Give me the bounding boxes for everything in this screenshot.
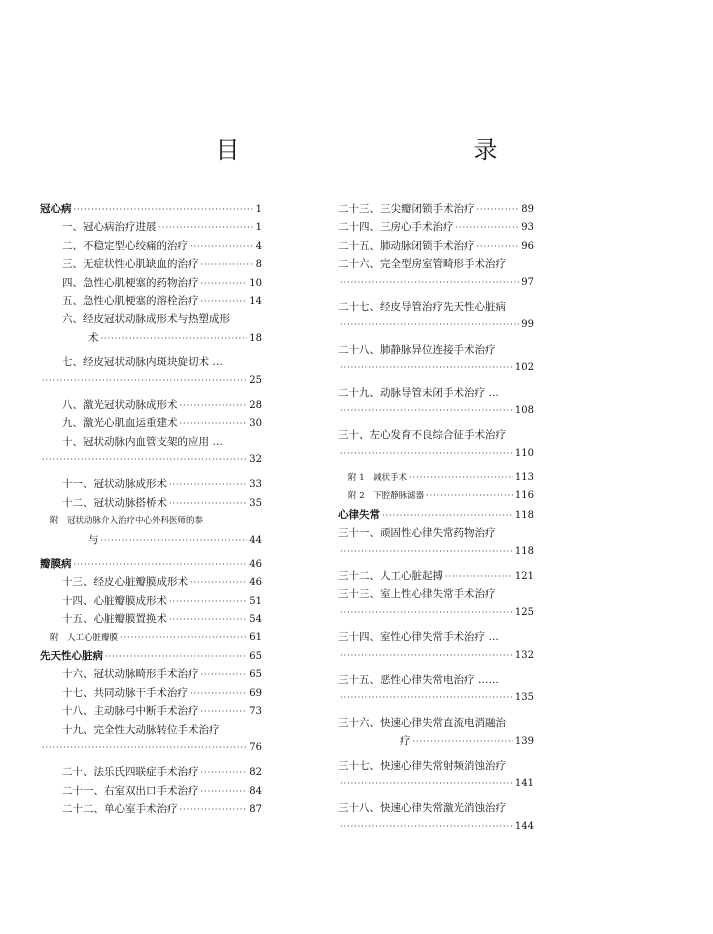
dot-leader [169, 476, 247, 494]
toc-entry-label: 四、急性心肌梗塞的药物治疗 [62, 276, 199, 289]
toc-entry[interactable] [40, 512, 262, 530]
toc-entry-label: 七、经皮冠状动脉内斑块旋切术 … [62, 356, 223, 369]
toc-entry[interactable] [338, 567, 534, 585]
toc-page-number: 65 [249, 669, 262, 681]
toc-page-number: 93 [521, 222, 534, 234]
toc-entry[interactable] [40, 237, 262, 255]
toc-left-column [40, 200, 262, 819]
toc-entry-label: 二十一、右室双出口手术治疗 [62, 784, 199, 797]
toc-section-label: 瓣膜病 [40, 558, 72, 571]
toc-page-number: 144 [514, 820, 534, 832]
toc-entry[interactable] [40, 531, 262, 549]
toc-entry[interactable] [40, 200, 262, 218]
toc-entry[interactable] [40, 451, 262, 469]
toc-entry-label: 十九、完全性大动脉转位手术治疗 [62, 723, 220, 736]
toc-page-number: 46 [249, 577, 262, 589]
toc-page-number: 54 [249, 614, 262, 626]
toc-page-number: 33 [249, 479, 262, 491]
toc-entry[interactable] [338, 671, 534, 689]
toc-entry[interactable] [40, 555, 262, 573]
dot-leader [101, 330, 248, 348]
toc-page-number: 32 [249, 454, 262, 466]
toc-entry[interactable] [40, 475, 262, 493]
dot-leader [426, 487, 513, 505]
toc-entry-label: 二十三、三尖瓣闭锁手术治疗 [338, 203, 475, 215]
toc-page-number: 44 [249, 534, 262, 546]
toc-entry-label: 二、不稳定型心绞痛的治疗 [62, 239, 188, 252]
toc-entry-label: 二十七、经皮导管治疗先天性心脏病 [338, 300, 506, 313]
toc-entry-label: 三十三、室上性心律失常手术治疗 [338, 588, 496, 601]
toc-entry[interactable] [40, 372, 262, 390]
dot-leader [201, 275, 248, 293]
toc-page-number: 125 [514, 606, 534, 618]
toc-section-label: 冠心病 [40, 203, 72, 215]
toc-entry[interactable] [338, 524, 534, 542]
toc-entry[interactable] [40, 800, 262, 818]
toc-page-number: 110 [514, 447, 534, 459]
toc-page-number: 97 [521, 276, 534, 288]
dot-leader [101, 532, 248, 550]
dot-leader [340, 274, 519, 292]
toc-page-number: 121 [514, 571, 534, 583]
toc-entry[interactable] [338, 200, 534, 218]
toc-page-number: 4 [255, 240, 262, 252]
dot-leader [201, 764, 248, 782]
dot-leader [159, 219, 254, 237]
dot-leader [201, 666, 248, 684]
toc-entry[interactable] [40, 433, 262, 451]
dot-leader [105, 648, 247, 666]
toc-entry-label: 二十四、三房心手术治疗 [338, 221, 454, 234]
toc-entry[interactable] [40, 782, 262, 800]
dot-leader [180, 801, 248, 819]
dot-leader [340, 818, 513, 836]
dot-leader [74, 201, 254, 219]
dot-leader [409, 469, 513, 487]
toc-entry[interactable] [40, 414, 262, 432]
toc-entry[interactable] [40, 647, 262, 665]
toc-entry-label: 一、冠心病治疗进展 [62, 221, 157, 234]
toc-page-number: 25 [249, 374, 262, 386]
toc-entry[interactable] [338, 384, 534, 402]
toc-entry[interactable] [40, 353, 262, 371]
toc-page-number: 51 [249, 595, 262, 607]
toc-entry[interactable] [338, 359, 534, 377]
toc-entry-label: 十一、冠状动脉成形术 [62, 478, 167, 491]
toc-entry-label: 附 人工心脏瓣膜 [50, 632, 119, 643]
dot-leader [340, 402, 513, 420]
toc-entry[interactable] [338, 426, 534, 444]
toc-entry-label: 二十八、肺静脉异位连接手术治疗 [338, 343, 496, 356]
toc-page-number: 28 [249, 399, 262, 411]
dot-leader [382, 507, 513, 525]
toc-page-number: 99 [521, 319, 534, 331]
toc-page-number: 141 [514, 777, 534, 789]
dot-leader [340, 359, 513, 377]
toc-page-number: 102 [514, 362, 534, 374]
toc-entry-label: 与 [88, 533, 99, 546]
dot-leader [340, 689, 513, 707]
toc-entry[interactable] [338, 647, 534, 665]
toc-entry[interactable] [338, 341, 534, 359]
dot-leader [456, 219, 520, 237]
toc-entry[interactable] [338, 316, 534, 334]
toc-page-number: 65 [249, 650, 262, 662]
toc-page-number: 1 [255, 222, 262, 234]
toc-entry-label: 六、经皮冠状动脉成形术与热塑成形 [62, 313, 230, 326]
toc-entry[interactable] [40, 684, 262, 702]
toc-entry[interactable] [338, 402, 534, 420]
toc-page-number: 87 [249, 804, 262, 816]
toc-entry[interactable] [40, 610, 262, 628]
dot-leader [42, 372, 247, 390]
toc-entry[interactable] [338, 487, 534, 505]
toc-entry[interactable] [40, 329, 262, 347]
page-title: 目 录 [215, 136, 560, 164]
toc-entry[interactable] [338, 298, 534, 316]
dot-leader [74, 556, 248, 574]
toc-entry-label: 十、冠状动脉内血管支架的应用 … [62, 435, 223, 448]
toc-entry-label: 二十九、动脉导管未闭手术治疗 … [338, 386, 499, 399]
toc-entry-label: 术 [88, 331, 99, 344]
toc-page-number: 82 [249, 767, 262, 779]
toc-entry[interactable] [40, 274, 262, 292]
toc-entry-label: 二十五、肺动脉闭锁手术治疗 [338, 239, 475, 252]
toc-entry-label: 附 2 下腔静脉滤器 [348, 491, 425, 502]
toc-entry[interactable] [338, 799, 534, 817]
dot-leader [169, 593, 247, 611]
dot-leader [201, 703, 248, 721]
toc-entry-label: 九、激光心肌血运重建术 [62, 417, 178, 430]
toc-entry-label: 疗 [400, 735, 411, 748]
toc-page-number: 118 [514, 545, 534, 557]
toc-entry-label: 二十六、完全型房室管畸形手术治疗 [338, 258, 506, 271]
toc-page-number: 14 [249, 295, 262, 307]
dot-leader [201, 256, 254, 274]
toc-entry[interactable] [40, 702, 262, 720]
toc-entry-label: 附 1 减状手术 [348, 473, 408, 484]
toc-page-number: 76 [249, 741, 262, 753]
toc-page-number: 30 [249, 418, 262, 430]
toc-entry-label: 十三、经皮心脏瓣膜成形术 [62, 576, 188, 589]
toc-entry[interactable] [40, 739, 262, 757]
toc-page-number: 10 [249, 277, 262, 289]
dot-leader [340, 316, 519, 334]
toc-entry[interactable] [338, 732, 534, 750]
dot-leader [190, 685, 247, 703]
dot-leader [120, 629, 247, 647]
toc-entry[interactable] [338, 255, 534, 273]
toc-entry-label: 十八、主动脉弓中断手术治疗 [62, 705, 199, 718]
toc-entry-label: 三十七、快速心律失常射频消蚀治疗 [338, 759, 506, 772]
dot-leader [42, 451, 247, 469]
toc-entry[interactable] [40, 396, 262, 414]
dot-leader [477, 238, 520, 256]
toc-page-number: 96 [521, 240, 534, 252]
toc-entry[interactable] [338, 818, 534, 836]
toc-entry[interactable] [40, 255, 262, 273]
toc-section-label: 心律失常 [338, 508, 380, 521]
toc-entry[interactable] [40, 292, 262, 310]
toc-entry-label: 三十六、快速心律失常直流电消融治 [338, 716, 506, 729]
dot-leader [190, 574, 247, 592]
toc-entry-label: 二十二、单心室手术治疗 [62, 803, 178, 816]
toc-entry[interactable] [338, 237, 534, 255]
toc-entry-label: 十二、冠状动脉搭桥术 [62, 496, 167, 509]
toc-entry[interactable] [338, 469, 534, 487]
toc-page-number: 118 [514, 509, 534, 521]
toc-entry[interactable] [40, 763, 262, 781]
toc-page-number: 69 [249, 687, 262, 699]
toc-page-number: 18 [249, 332, 262, 344]
toc-entry-label: 附 冠状动脉介入治疗中心外科医师的参 [50, 516, 204, 527]
dot-leader [340, 445, 513, 463]
toc-page-number: 46 [249, 559, 262, 571]
toc-page-number: 139 [514, 736, 534, 748]
dot-leader [42, 739, 247, 757]
toc-entry[interactable] [338, 757, 534, 775]
toc-entry[interactable] [40, 218, 262, 236]
toc-page-number: 61 [249, 631, 262, 643]
toc-entry[interactable] [40, 592, 262, 610]
toc-entry[interactable] [338, 585, 534, 603]
toc-page-number: 8 [255, 259, 262, 271]
toc-entry[interactable] [338, 506, 534, 524]
spacer [338, 836, 534, 842]
toc-entry[interactable] [40, 629, 262, 647]
toc-entry[interactable] [40, 573, 262, 591]
dot-leader [340, 647, 513, 665]
dot-leader [169, 611, 247, 629]
dot-leader [445, 568, 513, 586]
dot-leader [340, 543, 513, 561]
toc-entry[interactable] [338, 274, 534, 292]
dot-leader [190, 238, 254, 256]
dot-leader [180, 415, 248, 433]
toc-section-label: 先天性心脏病 [40, 649, 103, 662]
toc-entry-label: 十四、心脏瓣膜成形术 [62, 594, 167, 607]
toc-entry[interactable] [338, 543, 534, 561]
toc-page-number: 116 [514, 490, 534, 502]
dot-leader [413, 733, 513, 751]
toc-entry-label: 十七、共同动脉干手术治疗 [62, 686, 188, 699]
toc-page-number: 35 [249, 497, 262, 509]
toc-entry[interactable] [338, 218, 534, 236]
toc-page-number: 89 [521, 204, 534, 215]
toc-page-number: 135 [514, 692, 534, 704]
toc-entry[interactable] [338, 604, 534, 622]
toc-entry[interactable] [338, 714, 534, 732]
toc-entry-label: 十六、冠状动脉畸形手术治疗 [62, 668, 199, 681]
toc-entry-label: 三十五、恶性心律失常电治疗 …… [338, 673, 499, 686]
toc-page-number: 132 [514, 649, 534, 661]
toc-page-number: 73 [249, 706, 262, 718]
toc-entry-label: 五、急性心肌梗塞的溶栓治疗 [62, 294, 199, 307]
toc-entry[interactable] [40, 721, 262, 739]
toc-entry[interactable] [40, 310, 262, 328]
dot-leader [180, 397, 248, 415]
toc-right-column [338, 200, 534, 842]
dot-leader [201, 783, 248, 801]
toc-entry-label: 三十四、室性心律失常手术治疗 … [338, 631, 499, 644]
toc-entry-label: 三、无症状性心肌缺血的治疗 [62, 258, 199, 271]
toc-entry-label: 十五、心脏瓣膜置换术 [62, 613, 167, 626]
toc-entry-label: 二十、法乐氏四联症手术治疗 [62, 766, 199, 779]
toc-page-number: 113 [514, 472, 534, 484]
toc-page-number: 84 [249, 785, 262, 797]
toc-entry[interactable] [338, 775, 534, 793]
toc-entry[interactable] [40, 665, 262, 683]
toc-entry[interactable] [338, 445, 534, 463]
toc-entry-label: 三十八、快速心律失常激光消蚀治疗 [338, 802, 506, 815]
toc-entry-label: 八、激光冠状动脉成形术 [62, 398, 178, 411]
toc-entry[interactable] [338, 689, 534, 707]
toc-entry[interactable] [40, 494, 262, 512]
dot-leader [477, 201, 520, 219]
toc-page-number: 108 [514, 404, 534, 416]
dot-leader [340, 604, 513, 622]
toc-entry-label: 三十一、顽固性心律失常药物治疗 [338, 527, 496, 540]
toc-entry[interactable] [338, 628, 534, 646]
dot-leader [340, 775, 513, 793]
dot-leader [169, 495, 247, 513]
toc-page-number: 1 [255, 204, 262, 215]
toc-entry-label: 三十二、人工心脏起搏 [338, 570, 443, 583]
toc-entry-label: 三十、左心发育不良综合征手术治疗 [338, 429, 506, 442]
dot-leader [201, 293, 248, 311]
